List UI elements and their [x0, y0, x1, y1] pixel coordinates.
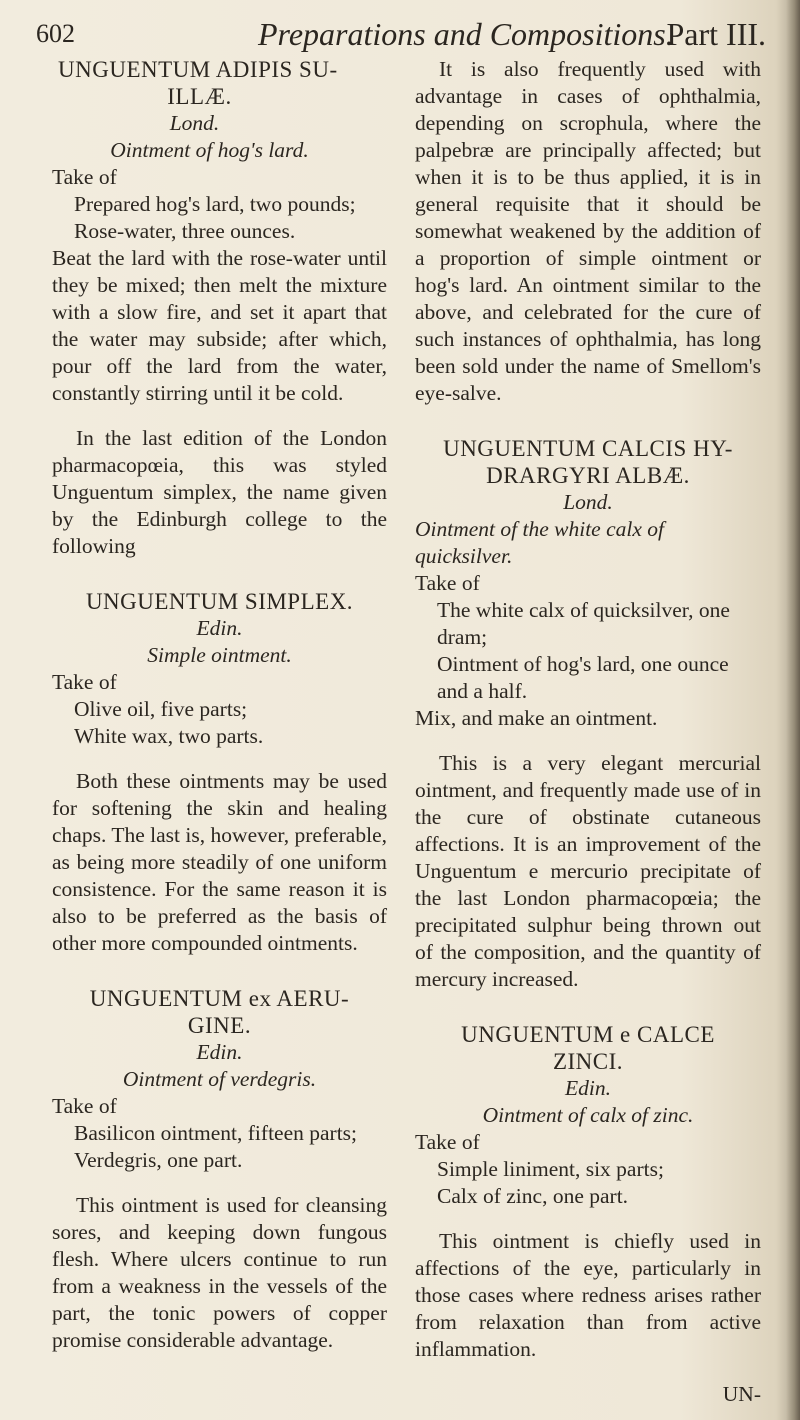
section-heading-cont: GINE.	[187, 1013, 252, 1038]
take-of-label: Take of	[415, 1130, 480, 1154]
ingredient: Ointment of hog's lard, one ounce and a half.	[437, 652, 729, 703]
section-subtitle: Ointment of verdegris.	[122, 1067, 317, 1091]
pharmacopoeia-label: Lond.	[563, 490, 613, 514]
section-subtitle: Ointment of the white calx of quicksilver.	[415, 517, 664, 568]
take-of-label: Take of	[52, 165, 117, 189]
directions-text: Beat the lard with the rose-water until they be mixed; then melt the mixture with a slow fire, and set it apart that the water may subside; after which, pour off the lard from the water, constantly stirring until it be cold.	[52, 246, 387, 405]
take-of-label: Take of	[52, 1094, 117, 1118]
ingredient: The white calx of quicksilver, one dram;	[437, 598, 730, 649]
take-of-label: Take of	[52, 670, 117, 694]
note-text: Both these ointments may be used for softening the skin and healing chaps. The last is, however, preferable, as being more steadily of one uniform consistence. For the same reason it is also to be preferred as the basis of other more compounded ointments.	[52, 769, 387, 955]
note-text: This ointment is chiefly used in affections of the eye, particularly in those cases where redness arises rather from relaxation than from active inflammation.	[415, 1229, 761, 1361]
directions-text: Mix, and make an ointment.	[415, 706, 658, 730]
ingredient: Basilicon ointment, fifteen parts;	[74, 1121, 358, 1145]
ingredient: Calx of zinc, one part.	[437, 1184, 629, 1208]
section-heading: UNGUENTUM ex AERU-	[89, 986, 350, 1011]
note-text: It is also frequently used with advantage in cases of ophthalmia, depending on scrophula, where the palpebræ are principally affected; but when it is to be thus applied, it is in general requisite that it should be somewhat weakened by the addition of a proportion of simple ointment or hog's lard. An ointment similar to the above, and celebrated for the cure of such instances of ophthalmia, has long been sold under the name of Smellom's eye-salve.	[415, 57, 761, 405]
section-heading-cont: DRARGYRI ALBÆ.	[486, 463, 690, 488]
page-number: 602	[36, 19, 75, 48]
section-heading: UNGUENTUM SIMPLEX.	[85, 589, 354, 614]
running-title: Preparations and Compositions.	[258, 16, 674, 52]
note-text: This ointment is used for cleansing sores, and keeping down fungous flesh. Where ulcers continue to run from a weakness in the vessels of the part, the tonic powers of copper promise considerable advantage.	[52, 1193, 387, 1352]
section-subtitle: Simple ointment.	[147, 643, 292, 667]
note-text: In the last edition of the London pharmacopœia, this was styled Unguentum simplex, the name given by the Edinburgh college to the following	[52, 426, 387, 558]
ingredient: Olive oil, five parts;	[74, 697, 248, 721]
section-heading-cont: ZINCI.	[552, 1049, 624, 1074]
pharmacopoeia-label: Edin.	[565, 1076, 611, 1100]
right-column	[415, 56, 761, 1408]
pharmacopoeia-label: Edin.	[196, 616, 243, 640]
ingredient: Verdegris, one part.	[74, 1148, 243, 1172]
running-header	[36, 4, 766, 64]
pharmacopoeia-label: Edin.	[196, 1040, 243, 1064]
note-text: This is a very elegant mercurial ointment, and frequently made use of in the cure of obstinate cutaneous affections. It is an improvement of the Unguentum e mercurio precipitate of the last London pharmacopœia; the precipitated sulphur being thrown out of the composition, and the quantity of mercury increased.	[415, 751, 761, 991]
page-edge-shadow	[786, 0, 800, 1420]
ingredient: Prepared hog's lard, two pounds;	[74, 192, 356, 216]
section-subtitle: Ointment of calx of zinc.	[482, 1103, 694, 1127]
section-heading: UNGUENTUM CALCIS HY-	[443, 436, 733, 461]
left-column	[52, 56, 387, 1354]
section-heading-cont: ILLÆ.	[167, 84, 232, 109]
catchword: UN-	[722, 1382, 761, 1406]
section-subtitle: Ointment of hog's lard.	[110, 138, 309, 162]
section-heading: UNGUENTUM ADIPIS SU-	[58, 57, 338, 82]
pharmacopoeia-label: Lond.	[169, 111, 220, 135]
ingredient: White wax, two parts.	[74, 724, 264, 748]
part-label: Part III.	[666, 16, 766, 52]
section-heading: UNGUENTUM e CALCE	[461, 1022, 715, 1047]
ingredient: Rose-water, three ounces.	[74, 219, 296, 243]
ingredient: Simple liniment, six parts;	[437, 1157, 664, 1181]
take-of-label: Take of	[415, 571, 480, 595]
